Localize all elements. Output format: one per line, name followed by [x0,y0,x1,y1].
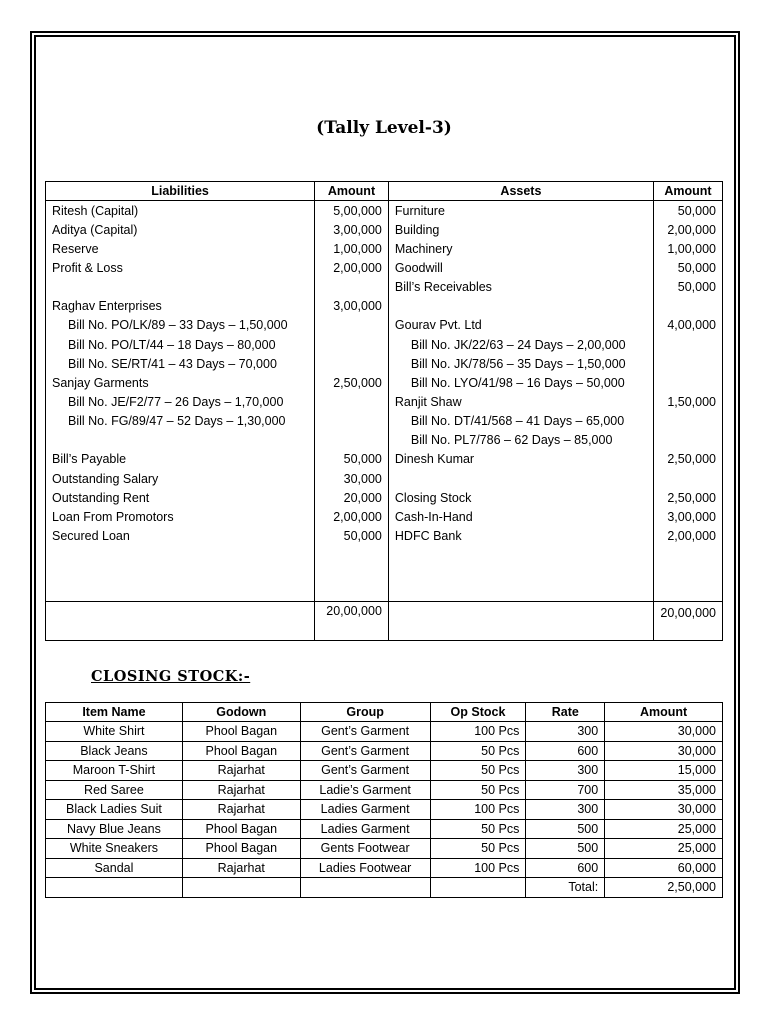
op-stock: 50 Pcs [430,761,526,781]
balance-sheet-row [46,201,723,221]
liability-amount: 2,50,000 [315,373,389,392]
rate: 700 [526,780,605,800]
closing-stock-row [46,761,723,781]
closing-stock-row [46,858,723,878]
liability-label: Bill No. FG/89/47 – 52 Days – 1,30,000 [46,412,315,431]
balance-sheet-row [46,392,723,411]
item-name: Maroon T-Shirt [46,761,183,781]
balance-sheet-row [46,507,723,526]
godown: Phool Bagan [182,722,300,742]
balance-sheet-row [46,239,723,258]
header-godown: Godown [182,703,300,722]
total-assets: 20,00,000 [660,605,716,620]
group: Ladies Garment [300,819,430,839]
liability-amount: 50,000 [315,450,389,469]
op-stock: 50 Pcs [430,741,526,761]
liability-amount [315,316,389,335]
total-liabilities: 20,00,000 [315,601,389,640]
asset-amount [653,469,722,488]
group: Ladie’s Garment [300,780,430,800]
asset-label: Goodwill [388,258,653,277]
liability-amount: 3,00,000 [315,297,389,316]
closing-stock-row [46,839,723,859]
item-name: White Shirt [46,722,183,742]
balance-sheet-row [46,220,723,239]
amount: 30,000 [605,741,723,761]
asset-label: Bill No. JK/78/56 – 35 Days – 1,50,000 [388,354,653,373]
liability-label: Bill No. SE/RT/41 – 43 Days – 70,000 [46,354,315,373]
total-label: Total: [526,878,605,898]
item-name: Black Ladies Suit [46,800,183,820]
rate: 500 [526,839,605,859]
asset-label: Gourav Pvt. Ltd [388,316,653,335]
rate: 600 [526,858,605,878]
amount: 35,000 [605,780,723,800]
asset-amount [653,335,722,354]
liability-amount [315,354,389,373]
liability-label: Reserve [46,239,315,258]
balance-sheet-total-row [46,601,723,640]
liability-label: Raghav Enterprises [46,297,315,316]
asset-amount: 2,00,000 [653,526,722,545]
amount: 15,000 [605,761,723,781]
asset-label: Bill No. JK/22/63 – 24 Days – 2,00,000 [388,335,653,354]
liability-label: Bill No. PO/LT/44 – 18 Days – 80,000 [46,335,315,354]
asset-label: Cash-In-Hand [388,507,653,526]
rate: 300 [526,722,605,742]
balance-sheet-row [46,316,723,335]
liability-amount [315,431,389,450]
closing-stock-table [45,702,723,898]
group: Gent’s Garment [300,722,430,742]
balance-sheet-row [46,431,723,450]
balance-sheet-row [46,373,723,392]
asset-label: Closing Stock [388,488,653,507]
closing-stock-heading: CLOSING STOCK:- [91,668,251,685]
asset-amount [653,431,722,450]
closing-stock-row [46,741,723,761]
asset-amount [653,297,722,316]
balance-sheet-row [46,354,723,373]
item-name: Red Saree [46,780,183,800]
asset-amount: 50,000 [653,201,722,221]
rate: 600 [526,741,605,761]
op-stock: 100 Pcs [430,858,526,878]
asset-label [388,469,653,488]
balance-sheet-row [46,335,723,354]
item-name: Sandal [46,858,183,878]
liability-amount: 2,00,000 [315,258,389,277]
asset-label: Ranjit Shaw [388,392,653,411]
op-stock: 100 Pcs [430,722,526,742]
amount: 30,000 [605,800,723,820]
asset-amount: 4,00,000 [653,316,722,335]
liability-amount [315,412,389,431]
header-amount: Amount [605,703,723,722]
item-name: Black Jeans [46,741,183,761]
liability-label: Aditya (Capital) [46,220,315,239]
asset-amount [653,354,722,373]
liability-label: Secured Loan [46,526,315,545]
liability-label: Outstanding Salary [46,469,315,488]
balance-sheet-row [46,278,723,297]
closing-stock-row [46,800,723,820]
liability-label [46,278,315,297]
godown: Phool Bagan [182,839,300,859]
godown: Rajarhat [182,858,300,878]
liability-label [46,431,315,450]
asset-amount: 3,00,000 [653,507,722,526]
balance-sheet-header-row [46,182,723,201]
page-title: (Tally Level-3) [316,118,452,138]
header-liabilities: Liabilities [46,182,315,201]
asset-amount: 2,50,000 [653,450,722,469]
amount: 25,000 [605,819,723,839]
liability-label: Outstanding Rent [46,488,315,507]
asset-amount: 1,00,000 [653,239,722,258]
liability-label: Bill’s Payable [46,450,315,469]
asset-label: Furniture [388,201,653,221]
header-group: Group [300,703,430,722]
item-name: White Sneakers [46,839,183,859]
asset-label [388,297,653,316]
balance-sheet-spacer-row [46,546,723,602]
op-stock: 50 Pcs [430,819,526,839]
liability-amount: 20,000 [315,488,389,507]
liability-label: Sanjay Garments [46,373,315,392]
liability-label: Loan From Promotors [46,507,315,526]
op-stock: 50 Pcs [430,780,526,800]
godown: Phool Bagan [182,741,300,761]
asset-amount [653,412,722,431]
total-assets-label-cell [388,601,653,640]
rate: 300 [526,800,605,820]
asset-label: Building [388,220,653,239]
closing-stock-row [46,722,723,742]
liability-amount: 50,000 [315,526,389,545]
liability-amount [315,335,389,354]
group: Ladies Footwear [300,858,430,878]
liability-label: Bill No. PO/LK/89 – 33 Days – 1,50,000 [46,316,315,335]
asset-amount: 2,00,000 [653,220,722,239]
liability-label: Ritesh (Capital) [46,201,315,221]
group: Ladies Garment [300,800,430,820]
godown: Phool Bagan [182,819,300,839]
header-assets-amount: Amount [653,182,722,201]
godown: Rajarhat [182,780,300,800]
closing-stock-total-row [46,878,723,898]
total-liabilities-label-cell [46,601,315,640]
balance-sheet-table [45,181,723,641]
asset-label: Bill’s Receivables [388,278,653,297]
liability-amount: 2,00,000 [315,507,389,526]
closing-stock-header-row [46,703,723,722]
header-rate: Rate [526,703,605,722]
header-liabilities-amount: Amount [315,182,389,201]
header-item-name: Item Name [46,703,183,722]
asset-label: Machinery [388,239,653,258]
total-assets-cell [653,601,722,640]
header-assets: Assets [388,182,653,201]
balance-sheet-row [46,297,723,316]
liability-amount: 5,00,000 [315,201,389,221]
balance-sheet-row [46,258,723,277]
godown: Rajarhat [182,800,300,820]
balance-sheet-row [46,450,723,469]
balance-sheet-row [46,488,723,507]
liability-amount [315,278,389,297]
asset-label: Dinesh Kumar [388,450,653,469]
balance-sheet-row [46,412,723,431]
amount: 25,000 [605,839,723,859]
op-stock: 50 Pcs [430,839,526,859]
asset-amount: 1,50,000 [653,392,722,411]
amount: 60,000 [605,858,723,878]
godown: Rajarhat [182,761,300,781]
group: Gents Footwear [300,839,430,859]
group: Gent’s Garment [300,741,430,761]
asset-label: HDFC Bank [388,526,653,545]
asset-label: Bill No. DT/41/568 – 41 Days – 65,000 [388,412,653,431]
amount: 30,000 [605,722,723,742]
total-amount: 2,50,000 [605,878,723,898]
asset-amount: 50,000 [653,278,722,297]
asset-label: Bill No. PL7/786 – 62 Days – 85,000 [388,431,653,450]
asset-amount: 2,50,000 [653,488,722,507]
closing-stock-row [46,819,723,839]
liability-amount: 3,00,000 [315,220,389,239]
liability-label: Profit & Loss [46,258,315,277]
liability-amount [315,392,389,411]
closing-stock-row [46,780,723,800]
balance-sheet-row [46,469,723,488]
asset-label: Bill No. LYO/41/98 – 16 Days – 50,000 [388,373,653,392]
balance-sheet-row [46,526,723,545]
op-stock: 100 Pcs [430,800,526,820]
liability-amount: 1,00,000 [315,239,389,258]
asset-amount [653,373,722,392]
asset-amount: 50,000 [653,258,722,277]
liability-amount: 30,000 [315,469,389,488]
header-op-stock: Op Stock [430,703,526,722]
rate: 300 [526,761,605,781]
item-name: Navy Blue Jeans [46,819,183,839]
liability-label: Bill No. JE/F2/77 – 26 Days – 1,70,000 [46,392,315,411]
rate: 500 [526,819,605,839]
group: Gent’s Garment [300,761,430,781]
